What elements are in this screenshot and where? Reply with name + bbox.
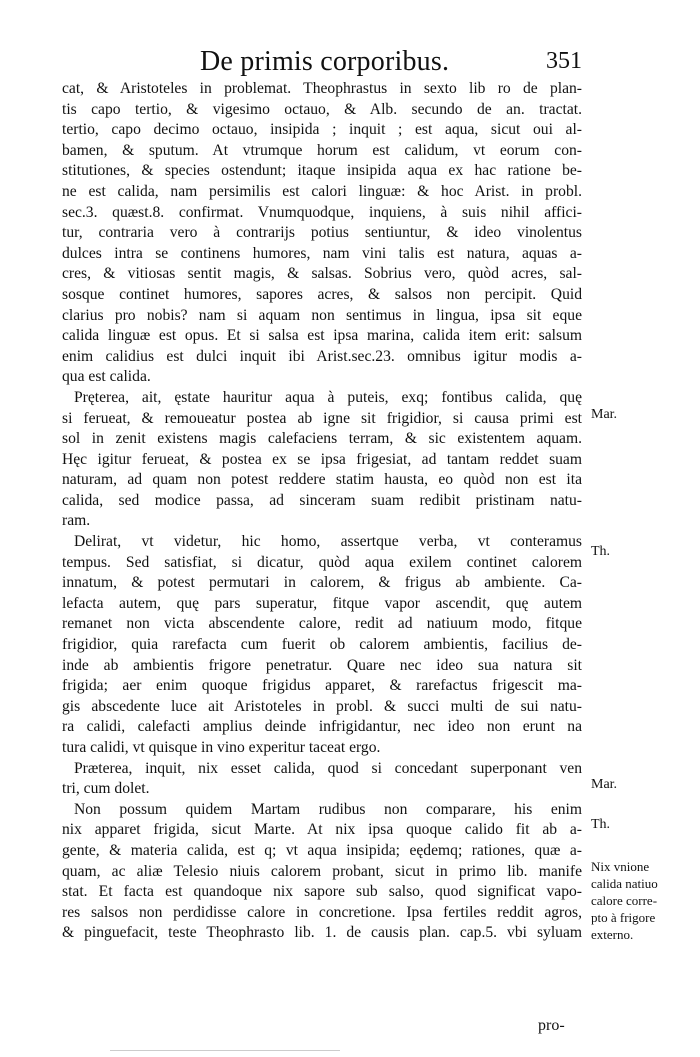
text-line: remanet non victa abscendente calore, redit ad natiuum modo, fitque xyxy=(62,615,582,633)
margin-note-th: Th. xyxy=(591,544,611,559)
paragraph-4 xyxy=(62,759,582,800)
text-line: enim calidius est dulci inquit ibi Arist.sec.23. omnibus igitur modis a- xyxy=(62,347,582,365)
margin-note-line: externo. xyxy=(591,927,634,942)
text-line: Pręterea, ait, ęstate hauritur aqua à puteis, exq; fontibus calida, quę xyxy=(74,388,582,406)
text-line: res salsos non perdidisse calore in concretione. Ipsa fertiles reddit agros, xyxy=(62,903,582,921)
text-line: tura calidi, vt quisque in vino experitur taceat ergo. xyxy=(62,739,381,756)
text-line: clarius pro nobis? nam si aquam non sentimus in lingua, ipsa sit eque xyxy=(62,306,582,324)
text-line: Hęc igitur ferueat, & postea ex se ipsa frigesiat, ad tantam reddet suam xyxy=(62,450,582,468)
text-line: tertio, capo decimo octauo, insipida ; inquit ; est aqua, sicut oui al- xyxy=(62,121,582,139)
text-line: cres, & vitiosas sentit magis, & salsas. Sobrius vero, quòd acres, sal- xyxy=(62,265,582,283)
margin-note-mar: Mar. xyxy=(591,777,618,792)
text-line: gente, & materia calida, est q; vt aqua insipida; eędemq; rationes, quæ a- xyxy=(62,841,582,859)
text-line: ram. xyxy=(62,512,91,530)
text-line: lefacta autem, quę pars superatur, fitque vapor ascendit, quę autem xyxy=(62,594,582,612)
margin-note-mar: Mar. xyxy=(591,407,618,422)
text-line: calida, sed modice passa, ad sinceram suam redibit pristinam natu- xyxy=(62,491,582,509)
text-line: tri, cum dolet. xyxy=(62,780,150,798)
text-line: si ferueat, & remoueatur postea ab igne sit frigidior, si causa primi est xyxy=(62,409,582,427)
text-line: Non possum quidem Martam rudibus non comparare, his enim xyxy=(74,800,582,818)
margin-note-th: Th. xyxy=(591,817,611,832)
bottom-rule xyxy=(110,1050,340,1051)
text-line: Delirat, vt videtur, hic homo, assertque verba, vt conteramus xyxy=(74,533,582,551)
text-line: ne est calida, nam persimilis est calori linguæ: & hoc Arist. in probl. xyxy=(62,182,582,200)
text-line: frigidior, quia rarefacta cum fuerit ob calorem ambientis, facilius de- xyxy=(62,636,582,654)
text-line: stat. Et facta est quandoque nix sapore sub salso, quod significat vapo- xyxy=(62,883,582,901)
text-line: dulces intra se continens humores, nam vini talis est natura, aquas a- xyxy=(62,244,582,262)
paragraph-2 xyxy=(62,388,582,532)
page-number: 351 xyxy=(546,48,582,74)
margin-note-line: calida natiuo xyxy=(591,876,658,891)
margin-note-line: calore corre- xyxy=(591,893,658,908)
text-line: qua est calida. xyxy=(62,368,151,386)
text-line: ra calidi, calefacti amplius deinde infrigidantur, nec ideo non erunt na xyxy=(62,718,582,736)
text-line: tempus. Sed satisfiat, si dicatur, quòd aqua exilem continet calorem xyxy=(62,553,582,571)
margin-note-line: pto à frigore xyxy=(591,910,656,925)
text-line: calida linguæ est opus. Et si salsa est ipsa marina, calida item erit: salsum xyxy=(62,327,582,345)
text-line: nix apparet frigida, sicut Marte. At nix ipsa quoque calido fit ab a- xyxy=(62,821,582,839)
text-line: innatum, & potest permutari in calorem, & frigus ab ambiente. Ca- xyxy=(62,574,582,592)
body-text xyxy=(62,79,582,944)
paragraph-3 xyxy=(62,532,582,759)
text-line: cat, & Aristoteles in problemat. Theophrastus in sexto lib ro de plan- xyxy=(62,80,582,97)
text-line: frigida; aer enim quoque frigidus apparet, & rarefactus frigescit ma- xyxy=(62,677,582,695)
text-line: sec.3. quæst.8. confirmat. Vnumquodque, inquiens, à suis nihil affici- xyxy=(62,203,582,221)
text-line: bamen, & sputum. At vtrumque horum est calidum, vt eorum con- xyxy=(62,141,582,159)
margin-note-line: Nix vnione xyxy=(591,859,650,874)
running-title: De primis corporibus. xyxy=(200,46,450,77)
text-line: Præterea, inquit, nix esset calida, quod si concedant superponant ven xyxy=(74,759,582,777)
text-line: gis abscedente luce ait Aristoteles in probl. & succi multi de sui natu- xyxy=(62,697,582,715)
text-line: & pinguefacit, teste Theophrasto lib. 1. de causis plan. cap.5. vbi syluam xyxy=(62,924,582,942)
paragraph-5 xyxy=(62,800,582,944)
text-line: quam, ac aliæ Telesio niuis calorem probant, sicut in primo lib. manife xyxy=(62,862,582,880)
text-line: sol in zenit existens magis calefaciens terram, & sic existentem aquam. xyxy=(62,430,582,448)
paragraph-1 xyxy=(62,79,582,388)
text-line: inde ab ambientis frigore penetratur. Quare nec ideo sua natura sit xyxy=(62,656,582,674)
catchword: pro- xyxy=(538,1017,565,1034)
margin-note-nix xyxy=(591,858,691,943)
text-line: naturam, ad quam non potest reddere statim hausta, eo quòd non est ita xyxy=(62,471,582,489)
text-line: tis capo tertio, & vigesimo octauo, & Alb. secundo de an. tractat. xyxy=(62,100,582,118)
text-line: sosque continet humores, sapores acres, & salsos non percipit. Quid xyxy=(62,285,582,303)
text-line: tur, contraria vero à contrarijs potius sentiuntur, & ideo vinolentus xyxy=(62,224,582,242)
text-line: stitutiones, & species ostendunt; itaque insipida aqua ex hac ratione be- xyxy=(62,162,582,180)
